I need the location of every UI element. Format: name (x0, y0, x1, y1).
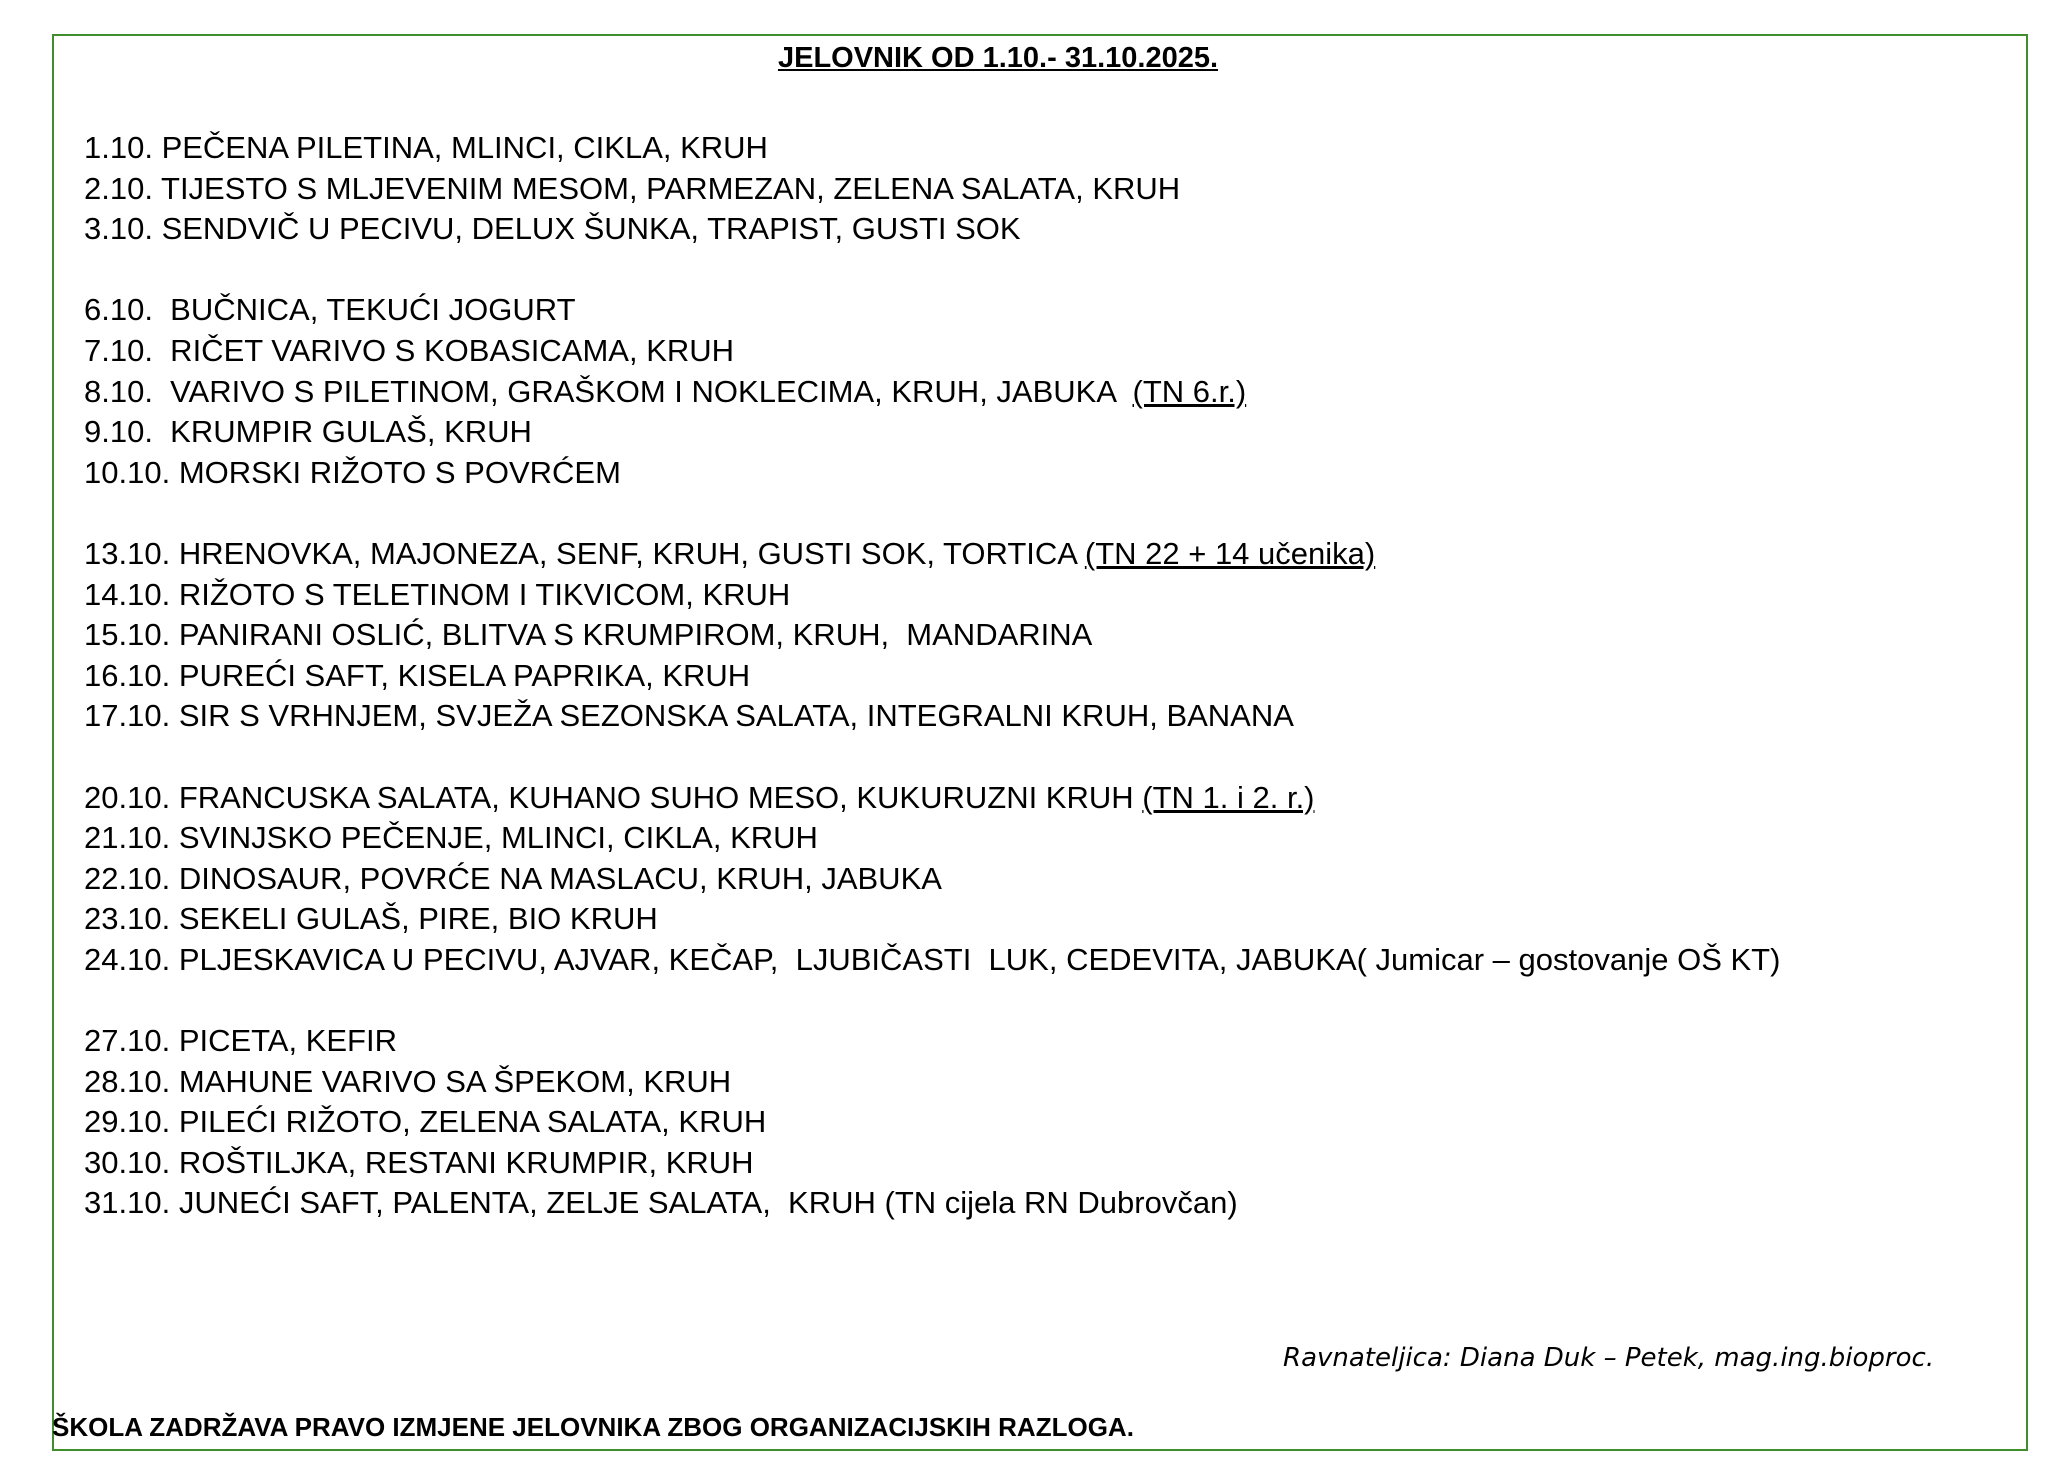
menu-item-text: SVINJSKO PEČENJE, MLINCI, CIKLA, KRUH (170, 820, 818, 856)
menu-item (84, 859, 1780, 900)
menu-item (84, 696, 1780, 737)
menu-item (84, 899, 1780, 940)
menu-item (84, 453, 1780, 494)
menu-item-text: RIŽOTO S TELETINOM I TIKVICOM, KRUH (170, 576, 791, 612)
week-separator (84, 737, 1780, 778)
menu-item-date: 6.10. (84, 292, 153, 328)
menu-item-date: 21.10. (84, 820, 171, 856)
menu-item-date: 30.10. (84, 1144, 171, 1180)
menu-item-date: 28.10. (84, 1063, 171, 1099)
menu-item-note: (TN 6.r.) (1132, 373, 1247, 409)
menu-item-text: DINOSAUR, POVRĆE NA MASLACU, KRUH, JABUKA (170, 860, 942, 896)
menu-item (84, 575, 1780, 616)
menu-item (84, 534, 1780, 575)
signature: Ravnateljica: Diana Duk – Petek, mag.ing.bioproc. (1283, 1343, 1935, 1373)
menu-item-text: PICETA, KEFIR (170, 1023, 397, 1059)
menu-item (84, 615, 1780, 656)
menu-item-text: HRENOVKA, MAJONEZA, SENF, KRUH, GUSTI SOK, TORTICA (170, 535, 1085, 571)
menu-item (84, 331, 1780, 372)
menu-item-date: 20.10. (84, 779, 171, 815)
menu-item (84, 412, 1780, 453)
menu-item (84, 818, 1780, 859)
menu-item-text: MORSKI RIŽOTO S POVRĆEM (170, 454, 621, 490)
menu-item-date: 16.10. (84, 657, 171, 693)
menu-item-date: 15.10. (84, 617, 171, 653)
menu-item (84, 169, 1780, 210)
menu-item-date: 7.10. (84, 332, 153, 368)
menu-item (84, 1102, 1780, 1143)
menu-item (84, 1143, 1780, 1184)
menu-item-text: VARIVO S PILETINOM, GRAŠKOM I NOKLECIMA, KRUH, JABUKA (152, 373, 1133, 409)
menu-item (84, 1183, 1780, 1224)
menu-item (84, 1021, 1780, 1062)
menu-item-date: 31.10. (84, 1185, 171, 1221)
menu-item-text: SEKELI GULAŠ, PIRE, BIO KRUH (170, 901, 658, 937)
menu-item-note: (TN 22 + 14 učenika) (1084, 535, 1376, 571)
menu-item-text: BUČNICA, TEKUĆI JOGURT (152, 292, 576, 328)
menu-item (84, 778, 1780, 819)
menu-item-text: JUNEĆI SAFT, PALENTA, ZELJE SALATA, KRUH (TN cijela RN Dubrovčan) (170, 1185, 1238, 1221)
menu-item-text: MAHUNE VARIVO SA ŠPEKOM, KRUH (170, 1063, 732, 1099)
menu-item-date: 24.10. (84, 941, 171, 977)
week-separator (84, 493, 1780, 534)
page-title: JELOVNIK OD 1.10.- 31.10.2025. (777, 42, 1219, 74)
menu-item (84, 372, 1780, 413)
menu-item-date: 22.10. (84, 860, 171, 896)
menu-item (84, 290, 1780, 331)
menu-item-text: PEČENA PILETINA, MLINCI, CIKLA, KRUH (152, 130, 768, 165)
menu-item-text: RIČET VARIVO S KOBASICAMA, KRUH (152, 332, 735, 368)
menu-item-date: 2.10. (84, 170, 153, 206)
menu-list (84, 128, 1780, 1224)
footer-notice: ŠKOLA ZADRŽAVA PRAVO IZMJENE JELOVNIKA ZBOG ORGANIZACIJSKIH RAZLOGA. (52, 1412, 1134, 1442)
week-separator (84, 250, 1780, 291)
menu-item-text: TIJESTO S MLJEVENIM MESOM, PARMEZAN, ZELENA SALATA, KRUH (152, 170, 1181, 206)
menu-item-date: 14.10. (84, 576, 171, 612)
menu-item-text: ROŠTILJKA, RESTANI KRUMPIR, KRUH (170, 1144, 754, 1180)
menu-item-text: PILEĆI RIŽOTO, ZELENA SALATA, KRUH (170, 1104, 767, 1140)
menu-item-text: KRUMPIR GULAŠ, KRUH (152, 414, 532, 450)
menu-item (84, 128, 1780, 169)
menu-item (84, 656, 1780, 697)
menu-item-text: FRANCUSKA SALATA, KUHANO SUHO MESO, KUKURUZNI KRUH (170, 779, 1143, 815)
menu-item-note: (TN 1. i 2. r.) (1142, 779, 1315, 815)
menu-item-date: 23.10. (84, 901, 171, 937)
menu-item-text: PLJESKAVICA U PECIVU, AJVAR, KEČAP, LJUBIČASTI LUK, CEDEVITA, JABUKA( Jumicar – gostovanje OŠ KT) (170, 941, 1781, 977)
menu-item-date: 3.10. (84, 211, 153, 247)
menu-item-text: SENDVIČ U PECIVU, DELUX ŠUNKA, TRAPIST, GUSTI SOK (152, 211, 1021, 247)
menu-item-date: 8.10. (84, 373, 153, 409)
menu-item-text: PUREĆI SAFT, KISELA PAPRIKA, KRUH (170, 657, 751, 693)
menu-item-date: 10.10. (84, 454, 171, 490)
menu-item-date: 27.10. (84, 1023, 171, 1059)
week-separator (84, 980, 1780, 1021)
menu-item-date: 17.10. (84, 698, 171, 734)
menu-item-date: 9.10. (84, 414, 153, 450)
menu-item (84, 209, 1780, 250)
menu-item (84, 1062, 1780, 1103)
menu-item-date: 29.10. (84, 1104, 171, 1140)
menu-item-date: 13.10. (84, 535, 171, 571)
menu-item-date: 1.10. (84, 130, 153, 165)
menu-item-text: PANIRANI OSLIĆ, BLITVA S KRUMPIROM, KRUH, MANDARINA (170, 617, 1093, 653)
menu-item (84, 940, 1780, 981)
menu-item-text: SIR S VRHNJEM, SVJEŽA SEZONSKA SALATA, INTEGRALNI KRUH, BANANA (170, 698, 1294, 734)
